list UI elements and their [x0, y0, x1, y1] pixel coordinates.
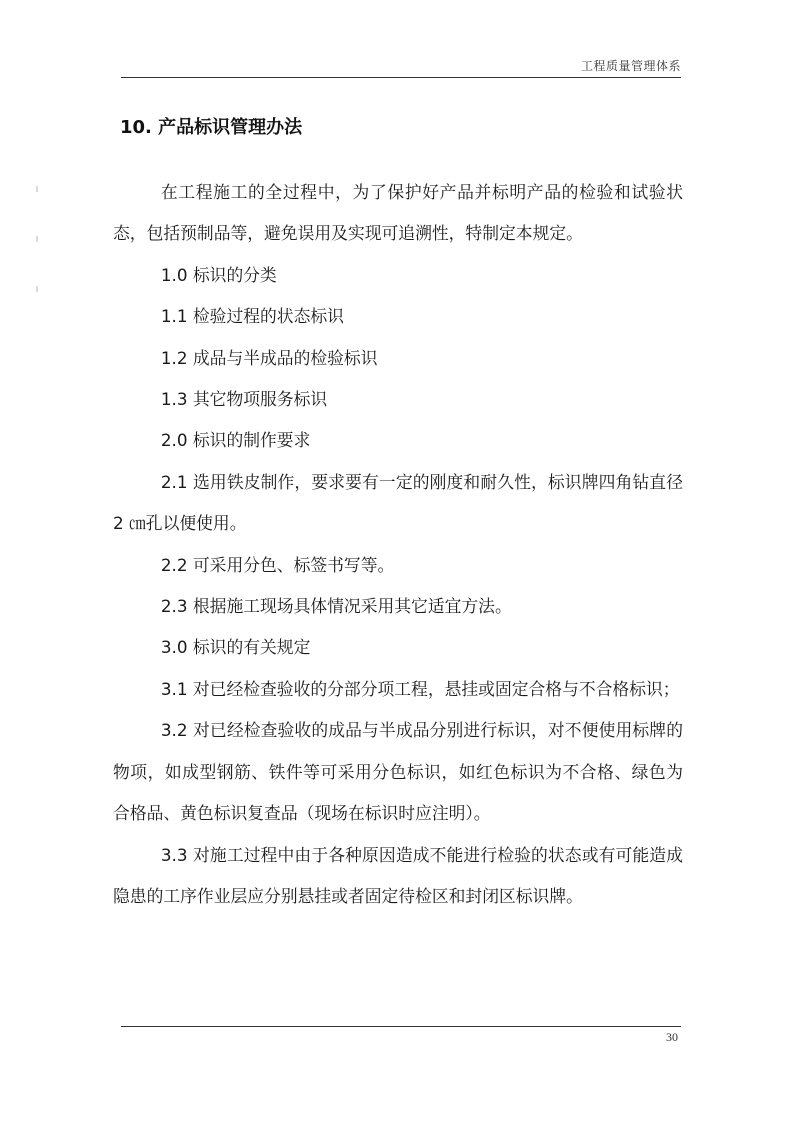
intro-paragraph: 在工程施工的全过程中，为了保护好产品并标明产品的检验和试验状态，包括预制品等，避免误用及实现可追溯性，特制定本规定。 — [113, 182, 683, 244]
scan-mark — [36, 236, 38, 242]
header-rule — [121, 77, 681, 78]
page-number: 30 — [666, 1030, 678, 1044]
item-2-1: 2.1 选用铁皮制作，要求要有一定的刚度和耐久性，标识牌四角钻直径 2 ㎝孔以便使用。 — [113, 471, 683, 534]
item-1-2: 1.2 成品与半成品的检验标识 — [160, 347, 378, 368]
heading-2-0: 2.0 标识的制作要求 — [160, 430, 311, 451]
page-header — [0, 0, 793, 80]
heading-1-0: 1.0 标识的分类 — [160, 264, 277, 285]
item-3-1: 3.1 对已经检查验收的分部分项工程，悬挂或固定合格与不合格标识； — [160, 678, 680, 699]
item-2-2: 2.2 可采用分色、标签书写等。 — [160, 554, 395, 575]
item-3-2: 3.2 对已经检查验收的成品与半成品分别进行标识，对不便使用标牌的物项，如成型钢筋、铁件等可采用分色标识，如红色标识为不合格、绿色为合格品、黄色标识复查品（现场在标识时应注明）。 — [113, 720, 683, 824]
item-1-3: 1.3 其它物项服务标识 — [160, 389, 328, 410]
document-body — [113, 172, 683, 917]
section-title: 10. 产品标识管理办法 — [120, 117, 303, 138]
scan-mark — [36, 286, 38, 292]
item-2-3: 2.3 根据施工现场具体情况采用其它适宜方法。 — [160, 596, 512, 617]
item-1-1: 1.1 检验过程的状态标识 — [160, 306, 344, 327]
footer-rule — [121, 1026, 681, 1027]
item-3-3: 3.3 对施工过程中由于各种原因造成不能进行检验的状态或有可能造成隐患的工序作业层应分别悬挂或者固定待检区和封闭区标识牌。 — [113, 844, 683, 906]
header-title: 工程质量管理体系 — [580, 59, 681, 73]
scan-mark — [36, 186, 38, 192]
heading-3-0: 3.0 标识的有关规定 — [160, 637, 311, 658]
